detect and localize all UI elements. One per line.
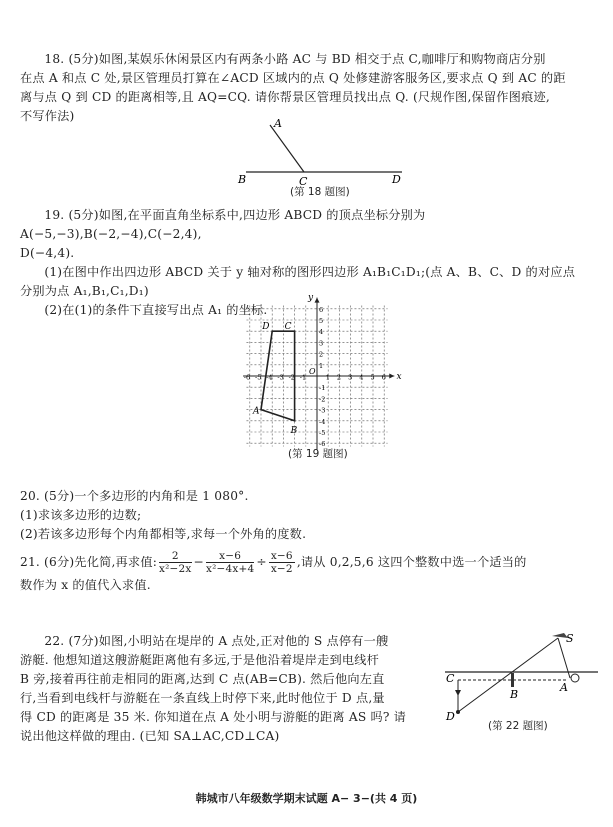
q20-line2: (1)求该多边形的边数; bbox=[20, 508, 142, 522]
q18-caption: (第 18 题图) bbox=[290, 186, 350, 198]
pole-icon bbox=[511, 673, 514, 687]
q22-line1: 22. (7分)如图,小明站在堤岸的 A 点处,正对他的 S 点停有一艘 bbox=[44, 634, 389, 648]
origin-label: O bbox=[309, 367, 316, 376]
q21-f1-denominator: x²−2x bbox=[159, 563, 192, 575]
q22-figure bbox=[440, 628, 600, 723]
question-21 bbox=[20, 548, 590, 595]
question-22 bbox=[20, 632, 435, 746]
y-tick-label: 3 bbox=[319, 339, 324, 348]
x-tick-label: 2 bbox=[336, 373, 342, 382]
y-axis-arrow bbox=[315, 298, 320, 303]
q21-f2-numerator: x−6 bbox=[206, 550, 254, 563]
x-tick-label: 6 bbox=[381, 373, 386, 382]
q18-line3: 离与点 Q 到 CD 的距离相等,且 AQ=CQ. 请你帮景区管理员找出点 Q. (尺规作图,保留作图痕迹, bbox=[20, 90, 550, 104]
q18-label-b: B bbox=[238, 173, 247, 186]
y-tick-label: 5 bbox=[319, 317, 324, 325]
x-tick-label: -6 bbox=[243, 373, 251, 382]
q21-line2: 数作为 x 的值代入求值. bbox=[20, 578, 151, 592]
q19-line3: (1)在图中作出四边形 ABCD 关于 y 轴对称的图形四边形 A₁B₁C₁D₁;(点 A、B、C、D 的对应点 bbox=[44, 265, 576, 279]
x-tick-label: -2 bbox=[288, 373, 295, 382]
q21-fraction-1 bbox=[159, 550, 192, 575]
q21-minus: − bbox=[193, 555, 204, 569]
x-tick-label: 1 bbox=[325, 373, 330, 382]
y-tick-label: 4 bbox=[319, 328, 324, 337]
q19-coordinate-grid bbox=[225, 284, 410, 449]
q22-label-d: D bbox=[446, 710, 455, 723]
vertex-label-d: D bbox=[262, 322, 270, 333]
q21-f2-denominator: x²−4x+4 bbox=[205, 563, 255, 575]
q22-caption: (第 22 题图) bbox=[488, 720, 548, 732]
q18-figure bbox=[230, 113, 420, 188]
q19-line1: 19. (5分)如图,在平面直角坐标系中,四边形 ABCD 的顶点坐标分别为 A(−5,−3),B(−2,−4),C(−2,4), bbox=[20, 208, 426, 241]
y-tick-label: -1 bbox=[319, 384, 326, 393]
q22-line4: 行,当看到电线杆与游艇在一条直线上时停下来,此时他位于 D 点,量 bbox=[20, 691, 385, 705]
q18-line4: 不写作法) bbox=[20, 109, 75, 123]
q18-label-c: C bbox=[299, 175, 308, 188]
q18-line1: 18. (5分)如图,某娱乐休闲景区内有两条小路 AC 与 BD 相交于点 C,咖啡厅和购物商店分别 bbox=[44, 52, 546, 66]
q22-label-s: S bbox=[566, 632, 574, 645]
q20-line1: 20. (5分)一个多边形的内角和是 1 080°. bbox=[20, 489, 249, 503]
q21-tail: ,请从 0,2,5,6 这四个整数中选一个适当的 bbox=[296, 555, 527, 569]
vertex-label-b: B bbox=[290, 425, 298, 436]
q22-label-b: B bbox=[510, 688, 519, 701]
q21-f1-numerator: 2 bbox=[159, 550, 192, 563]
y-tick-label: 1 bbox=[319, 361, 324, 370]
q22-label-c: C bbox=[446, 672, 455, 685]
y-tick-label: -4 bbox=[319, 417, 326, 426]
y-tick-label: -3 bbox=[319, 406, 326, 415]
q20-line3: (2)若该多边形每个内角都相等,求每一个外角的度数. bbox=[20, 527, 307, 541]
x-tick-label: -4 bbox=[266, 373, 273, 382]
q22-line6: 说出他这样做的理由. (已知 SA⊥AC,CD⊥CA) bbox=[20, 729, 280, 743]
y-tick-label: 6 bbox=[319, 305, 324, 314]
q21-line1 bbox=[20, 548, 590, 576]
y-tick-label: -5 bbox=[319, 429, 326, 437]
q21-fraction-2 bbox=[206, 550, 254, 575]
person-icon bbox=[571, 674, 579, 682]
q21-f3-denominator: x−2 bbox=[270, 563, 293, 575]
q22-line3: B 旁,接着再往前走相同的距离,达到 C 点(AB=CB). 然后他向左直 bbox=[20, 672, 385, 686]
q18-label-d: D bbox=[392, 173, 401, 186]
q21-fraction-3 bbox=[269, 550, 295, 575]
x-tick-label: 4 bbox=[359, 373, 364, 382]
vertex-label-a: A bbox=[253, 406, 260, 417]
q21-divide: ÷ bbox=[256, 555, 267, 569]
x-axis-label: x bbox=[396, 372, 402, 382]
x-tick-label: -5 bbox=[255, 373, 262, 382]
y-tick-label: 2 bbox=[319, 350, 324, 359]
q21-lead: 21. (6分)先化简,再求值: bbox=[20, 555, 158, 569]
x-axis-arrow bbox=[389, 374, 394, 379]
q19-line4: 分别为点 A₁,B₁,C₁,D₁) bbox=[20, 284, 149, 298]
y-axis-label: y bbox=[308, 292, 314, 303]
x-tick-label: 5 bbox=[370, 373, 375, 382]
q18-line2: 在点 A 和点 C 处,景区管理员打算在∠ACD 区域内的点 Q 处修建游客服务区,要求点 Q 到 AC 的距 bbox=[20, 71, 566, 85]
q22-line2: 游艇. 他想知道这艘游艇距离他有多远,于是他沿着堤岸走到电线杆 bbox=[20, 653, 380, 667]
q19-caption: (第 19 题图) bbox=[288, 448, 348, 460]
question-20 bbox=[20, 487, 590, 544]
vertex-label-c: C bbox=[284, 322, 292, 333]
y-tick-label: -2 bbox=[319, 395, 326, 404]
page-footer: 韩城市八年级数学期末试题 A− 3−(共 4 页) bbox=[195, 792, 418, 805]
q22-label-a: A bbox=[560, 681, 568, 694]
q21-f3-numerator: x−6 bbox=[270, 550, 293, 562]
q19-line5: (2)在(1)的条件下直接写出点 A₁ 的坐标. bbox=[44, 303, 268, 317]
x-tick-label: -3 bbox=[277, 373, 284, 382]
x-tick-label: -1 bbox=[299, 373, 307, 382]
q18-label-a: A bbox=[274, 117, 282, 130]
x-tick-label: 3 bbox=[348, 373, 353, 382]
q19-line2: D(−4,4). bbox=[20, 246, 75, 260]
q22-line5: 得 CD 的距离是 35 米. 你知道在点 A 处小明与游艇的距离 AS 吗? 请 bbox=[20, 710, 407, 724]
y-tick-label: -6 bbox=[319, 440, 326, 449]
